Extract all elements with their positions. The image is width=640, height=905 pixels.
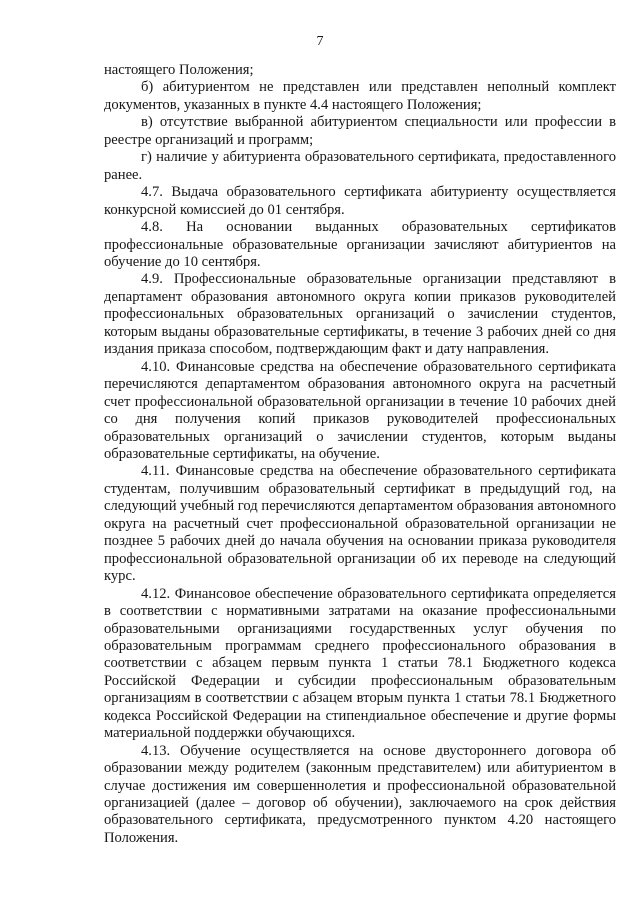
document-body <box>104 62 616 847</box>
paragraph-item-g: г) наличие у абитуриента образовательного сертификата, предоставленного ранее. <box>104 149 616 183</box>
paragraph-item-b: б) абитуриентом не представлен или представлен неполный комплект документов, указанных в пункте 4.4 настоящего Положения; <box>104 79 616 113</box>
paragraph-4-13: 4.13. Обучение осуществляется на основе двустороннего договора об образовании между родителем (законным представителем) или абитуриентом в случае достижения им совершеннолетия и профессиональной образовательной организацией (далее – договор об обучении), заключаемого на срок действия образовательного сертификата, предусмотренного пунктом 4.20 настоящего Положения. <box>104 742 616 846</box>
paragraph-4-9: 4.9. Профессиональные образовательные организации представляют в департамент образования автономного округа копии приказов руководителей профессиональных образовательных организаций о зачислении студентов, которым выданы образовательные сертификаты, в течение 3 рабочих дней со дня издания приказа способом, подтверждающим факт и дату направления. <box>104 271 616 358</box>
page-number: 7 <box>316 34 324 49</box>
paragraph-4-11: 4.11. Финансовые средства на обеспечение образовательного сертификата студентам, получившим образовательный сертификат в предыдущий год, на следующий учебный год перечисляются департаментом образования автономного округа на расчетный счет профессиональной образовательной организации не позднее 5 рабочих дней до начала обучения на основании приказа руководителя профессиональной образовательной организации об их переводе на следующий курс. <box>104 463 616 585</box>
paragraph-4-7: 4.7. Выдача образовательного сертификата абитуриенту осуществляется конкурсной комиссией до 01 сентября. <box>104 184 616 218</box>
paragraph-item-v: в) отсутствие выбранной абитуриентом специальности или профессии в реестре организаций и программ; <box>104 114 616 148</box>
paragraph-4-10: 4.10. Финансовые средства на обеспечение образовательного сертификата перечисляются департаментом образования автономного округа на расчетный счет профессиональной образовательной организации в течение 10 рабочих дней со дня получения копий приказов руководителей профессиональных образовательных организаций о зачислении студентов, которым выданы образовательные сертификаты, на обучение. <box>104 358 616 462</box>
paragraph-4-8: 4.8. На основании выданных образовательных сертификатов профессиональные образовательные организации зачисляют абитуриентов на обучение до 10 сентября. <box>104 219 616 270</box>
paragraph-4-12: 4.12. Финансовое обеспечение образовательного сертификата определяется в соответствии с нормативными затратами на оказание профессиональными образовательными организациями государственных услуг обучения по образовательным программам среднего профессионального образования в соответствии с абзацем первым пункта 1 статьи 78.1 Бюджетного кодекса Российской Федерации и субсидии профессиональным образовательным организациям в соответствии с абзацем вторым пункта 1 статьи 78.1 Бюджетного кодекса Российской Федерации на стипендиальное обеспечение и другие формы материальной поддержки обучающихся. <box>104 585 616 742</box>
paragraph-continuation: настоящего Положения; <box>104 62 254 78</box>
